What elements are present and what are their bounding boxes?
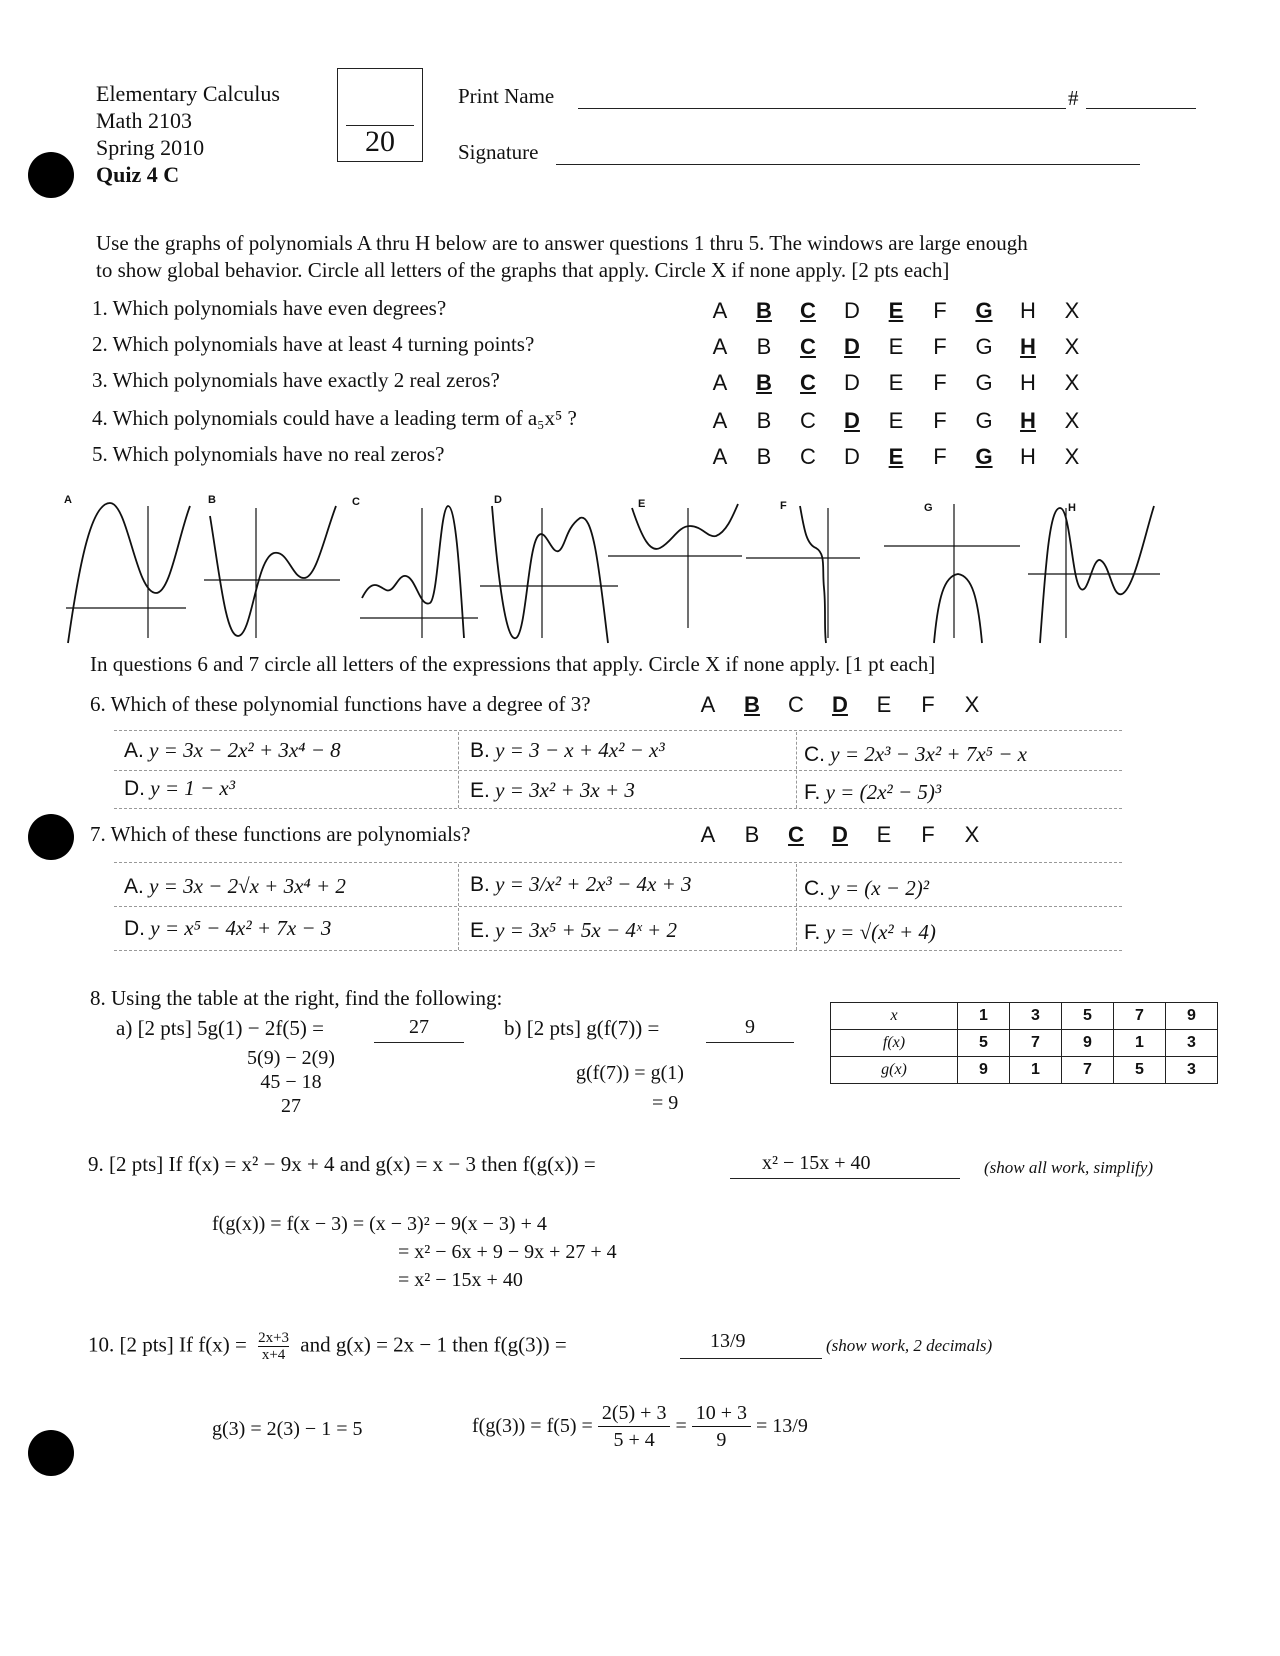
question-4-choices bbox=[698, 408, 1094, 434]
q9-work bbox=[212, 1210, 617, 1294]
choice-D[interactable]: D bbox=[844, 444, 860, 469]
q7-row-top bbox=[114, 862, 1122, 863]
course-term: Spring 2010 bbox=[96, 135, 205, 160]
q7-letters bbox=[686, 822, 994, 848]
q8a-answer: 27 bbox=[409, 1016, 429, 1038]
choice-A[interactable]: A bbox=[700, 692, 716, 717]
choice-C[interactable]: C bbox=[788, 692, 804, 717]
choice-C[interactable]: C bbox=[800, 334, 816, 359]
course-number: Math 2103 bbox=[96, 108, 192, 133]
option-label: B. bbox=[470, 739, 490, 762]
part1-instructions bbox=[96, 230, 1028, 284]
q8b-answer: 9 bbox=[745, 1016, 755, 1038]
graph-E bbox=[608, 504, 742, 628]
choice-A[interactable]: A bbox=[712, 370, 728, 395]
fraction-numerator: 2x+3 bbox=[258, 1330, 290, 1346]
choice-D[interactable]: D bbox=[844, 298, 860, 323]
graph-G bbox=[884, 504, 1020, 643]
choice-D[interactable]: D bbox=[844, 370, 860, 395]
q10-answer: 13/9 bbox=[710, 1330, 746, 1352]
choice-X[interactable]: X bbox=[1064, 298, 1080, 323]
choice-A[interactable]: A bbox=[700, 822, 716, 847]
table-row-f bbox=[831, 1030, 1218, 1057]
choice-B[interactable]: B bbox=[744, 692, 760, 717]
option-label: B. bbox=[470, 873, 490, 896]
q6-option-D[interactable] bbox=[124, 776, 235, 801]
option-label: E. bbox=[470, 919, 490, 942]
table-cell: 5 bbox=[1114, 1057, 1166, 1084]
table-cell: 7 bbox=[1062, 1057, 1114, 1084]
choice-C[interactable]: C bbox=[788, 822, 804, 847]
option-label: D. bbox=[124, 777, 145, 800]
choice-H[interactable]: H bbox=[1020, 408, 1036, 433]
choice-G[interactable]: G bbox=[975, 444, 993, 469]
print-name-label: Print Name bbox=[458, 84, 555, 108]
graph-label-H: H bbox=[1068, 502, 1076, 514]
graph-F bbox=[746, 506, 860, 643]
choice-E[interactable]: E bbox=[876, 822, 892, 847]
choice-A[interactable]: A bbox=[712, 444, 728, 469]
q9-answer: x² − 15x + 40 bbox=[762, 1152, 871, 1174]
q8-text: 8. Using the table at the right, find the following: bbox=[90, 986, 503, 1010]
fraction-numerator: 10 + 3 bbox=[692, 1400, 751, 1427]
choice-X[interactable]: X bbox=[1064, 444, 1080, 469]
choice-E[interactable]: E bbox=[888, 444, 904, 469]
choice-G[interactable]: G bbox=[975, 334, 993, 359]
option-expr: y = 3x² + 3x + 3 bbox=[495, 778, 635, 802]
graph-label-D: D bbox=[494, 494, 502, 506]
q10-answer-field[interactable] bbox=[680, 1330, 822, 1359]
choice-D[interactable]: D bbox=[832, 822, 848, 847]
q10-work-left: g(3) = 2(3) − 1 = 5 bbox=[212, 1418, 363, 1440]
q7-option-C[interactable] bbox=[804, 876, 929, 901]
q6-text: 6. Which of these polynomial functions have a degree of 3? bbox=[90, 692, 591, 716]
choice-F[interactable]: F bbox=[933, 370, 947, 395]
q8a-prompt: a) [2 pts] 5g(1) − 2f(5) = bbox=[116, 1016, 324, 1040]
option-label: D. bbox=[124, 917, 145, 940]
hash-label: # bbox=[1068, 86, 1079, 110]
option-label: F. bbox=[804, 921, 821, 944]
graph-label-A: A bbox=[64, 494, 72, 506]
fraction-denominator: 9 bbox=[716, 1429, 727, 1451]
work-line: = x² − 6x + 9 − 9x + 27 + 4 bbox=[398, 1241, 617, 1263]
q7-col-1 bbox=[458, 864, 459, 950]
choice-C[interactable]: C bbox=[800, 444, 816, 469]
choice-E[interactable]: E bbox=[888, 370, 904, 395]
choice-B[interactable]: B bbox=[756, 370, 772, 395]
work-line: g(f(7)) = g(1) bbox=[576, 1062, 684, 1084]
option-expr: y = 3/x² + 2x³ − 4x + 3 bbox=[495, 872, 692, 896]
quiz-title: Quiz 4 C bbox=[96, 162, 180, 187]
q10-prompt-start: 10. [2 pts] If f(x) = bbox=[88, 1332, 247, 1357]
course-name: Elementary Calculus bbox=[96, 81, 280, 106]
question-5-choices bbox=[698, 444, 1094, 470]
q6-option-F[interactable] bbox=[804, 780, 941, 805]
function-table bbox=[830, 1002, 1218, 1084]
q6-option-A[interactable] bbox=[124, 738, 341, 763]
q10-prompt-end: and g(x) = 2x − 1 then f(g(3)) = bbox=[300, 1332, 567, 1357]
question-4-text: 4. Which polynomials could have a leading term of a₅x⁵ ? bbox=[92, 406, 577, 430]
table-cell: 1 bbox=[958, 1003, 1010, 1030]
table-row-x bbox=[831, 1003, 1218, 1030]
choice-E[interactable]: E bbox=[876, 692, 892, 717]
table-cell: 3 bbox=[1166, 1030, 1218, 1057]
fraction-numerator: 2(5) + 3 bbox=[598, 1400, 671, 1427]
option-expr: y = 3 − x + 4x² − x³ bbox=[495, 738, 665, 762]
table-cell: 1 bbox=[1010, 1057, 1062, 1084]
choice-X[interactable]: X bbox=[964, 822, 980, 847]
question-3-text: 3. Which polynomials have exactly 2 real zeros? bbox=[92, 368, 500, 392]
work-line: f(g(x)) = f(x − 3) = (x − 3)² − 9(x − 3) + 4 bbox=[212, 1213, 547, 1235]
option-label: E. bbox=[470, 779, 490, 802]
row-label: g(x) bbox=[831, 1057, 958, 1084]
choice-B[interactable]: B bbox=[756, 444, 772, 469]
option-expr: y = 2x³ − 3x² + 7x⁵ − x bbox=[830, 742, 1027, 766]
work-line: 5(9) − 2(9) bbox=[247, 1047, 335, 1069]
graph-label-C: C bbox=[352, 496, 360, 508]
choice-F[interactable]: F bbox=[933, 334, 947, 359]
choice-G[interactable]: G bbox=[975, 298, 993, 323]
choice-C[interactable]: C bbox=[800, 408, 816, 433]
graph-label-E: E bbox=[638, 498, 646, 510]
choice-X[interactable]: X bbox=[964, 692, 980, 717]
row-label: f(x) bbox=[831, 1030, 958, 1057]
work-fraction-2 bbox=[692, 1400, 751, 1453]
choice-C[interactable]: C bbox=[800, 370, 816, 395]
work-line: 45 − 18 bbox=[260, 1071, 322, 1093]
punch-hole-bottom bbox=[28, 1430, 74, 1476]
choice-E[interactable]: E bbox=[888, 334, 904, 359]
table-cell: 7 bbox=[1010, 1030, 1062, 1057]
q6-letters bbox=[686, 692, 994, 718]
punch-hole-middle bbox=[28, 814, 74, 860]
q7-option-E[interactable] bbox=[470, 918, 677, 943]
q6-option-E[interactable] bbox=[470, 778, 635, 803]
q10-fraction bbox=[258, 1330, 289, 1363]
table-cell: 9 bbox=[958, 1057, 1010, 1084]
fraction-denominator: x+4 bbox=[261, 1347, 286, 1363]
q8a-answer-field[interactable] bbox=[374, 1016, 464, 1043]
option-expr: y = √(x² + 4) bbox=[825, 920, 936, 944]
option-expr: y = x⁵ − 4x² + 7x − 3 bbox=[150, 916, 332, 940]
table-cell: 5 bbox=[958, 1030, 1010, 1057]
row-label: x bbox=[831, 1003, 958, 1030]
table-cell: 9 bbox=[1062, 1030, 1114, 1057]
choice-X[interactable]: X bbox=[1064, 408, 1080, 433]
print-name-field[interactable] bbox=[578, 84, 1066, 109]
choice-E[interactable]: E bbox=[888, 408, 904, 433]
q9-prompt: 9. [2 pts] If f(x) = x² − 9x + 4 and g(x) = x − 3 then f(g(x)) = bbox=[88, 1152, 596, 1176]
choice-B[interactable]: B bbox=[744, 822, 760, 847]
q7-col-2 bbox=[796, 864, 797, 950]
score-box bbox=[337, 68, 423, 162]
option-label: A. bbox=[124, 875, 144, 898]
q10-prompt bbox=[88, 1330, 567, 1363]
option-expr: y = 3x − 2x² + 3x⁴ − 8 bbox=[149, 738, 341, 762]
choice-D[interactable]: D bbox=[832, 692, 848, 717]
choice-F[interactable]: F bbox=[921, 692, 935, 717]
part2-instructions: In questions 6 and 7 circle all letters of the expressions that apply. Circle X if none apply. [1 pt each] bbox=[90, 652, 936, 676]
option-expr: y = (2x² − 5)³ bbox=[825, 780, 942, 804]
q7-text: 7. Which of these functions are polynomials? bbox=[90, 822, 471, 846]
work-line: = 9 bbox=[652, 1092, 679, 1114]
choice-F[interactable]: F bbox=[921, 822, 935, 847]
signature-field[interactable] bbox=[556, 140, 1140, 165]
choice-H[interactable]: H bbox=[1020, 444, 1036, 469]
signature-label: Signature bbox=[458, 140, 539, 164]
option-label: F. bbox=[804, 781, 821, 804]
question-5-text: 5. Which polynomials have no real zeros? bbox=[92, 442, 445, 466]
graph-C bbox=[360, 506, 478, 638]
score-value: 20 bbox=[365, 125, 395, 158]
option-expr: y = 3x⁵ + 5x − 4ˣ + 2 bbox=[495, 918, 677, 942]
q7-row-bottom bbox=[114, 950, 1122, 951]
course-header bbox=[96, 80, 280, 188]
choice-A[interactable]: A bbox=[712, 334, 728, 359]
q6-row-mid bbox=[114, 770, 1122, 771]
q8a-work bbox=[236, 1046, 346, 1118]
q6-option-C[interactable] bbox=[804, 742, 1027, 767]
choice-H[interactable]: H bbox=[1020, 298, 1036, 323]
graph-A bbox=[66, 503, 190, 643]
choice-B[interactable]: B bbox=[756, 298, 772, 323]
option-label: A. bbox=[124, 739, 144, 762]
punch-hole-top bbox=[28, 152, 74, 198]
q7-row-mid bbox=[114, 906, 1122, 907]
choice-B[interactable]: B bbox=[756, 334, 772, 359]
question-2-text: 2. Which polynomials have at least 4 turning points? bbox=[92, 332, 535, 356]
table-cell: 3 bbox=[1010, 1003, 1062, 1030]
choice-A[interactable]: A bbox=[712, 298, 728, 323]
q7-option-F[interactable] bbox=[804, 920, 936, 945]
q8b-prompt: b) [2 pts] g(f(7)) = bbox=[504, 1016, 660, 1040]
work-text: f(g(3)) = f(5) = bbox=[472, 1415, 593, 1437]
graph-label-F: F bbox=[780, 500, 787, 512]
q6-row-top bbox=[114, 730, 1122, 731]
instructions-line-2: to show global behavior. Circle all letters of the graphs that apply. Circle X if none apply. [2 pts each] bbox=[96, 258, 950, 282]
graph-H bbox=[1028, 506, 1160, 643]
work-line: = x² − 15x + 40 bbox=[398, 1269, 523, 1291]
choice-E[interactable]: E bbox=[888, 298, 904, 323]
q6-option-B[interactable] bbox=[470, 738, 665, 763]
table-cell: 7 bbox=[1114, 1003, 1166, 1030]
option-label: C. bbox=[804, 877, 825, 900]
option-expr: y = 3x − 2√x + 3x⁴ + 2 bbox=[149, 874, 346, 898]
option-expr: y = 1 − x³ bbox=[150, 776, 236, 800]
graph-B bbox=[204, 506, 340, 638]
option-expr: y = (x − 2)² bbox=[830, 876, 930, 900]
choice-X[interactable]: X bbox=[1064, 334, 1080, 359]
table-row-g bbox=[831, 1057, 1218, 1084]
table-cell: 1 bbox=[1114, 1030, 1166, 1057]
q7-option-B[interactable] bbox=[470, 872, 692, 897]
table-cell: 3 bbox=[1166, 1057, 1218, 1084]
q8b-answer-field[interactable] bbox=[706, 1016, 794, 1043]
question-3-choices bbox=[698, 370, 1094, 396]
choice-F[interactable]: F bbox=[933, 298, 947, 323]
question-2-choices bbox=[698, 334, 1094, 360]
table-cell: 5 bbox=[1062, 1003, 1114, 1030]
q7-option-A[interactable] bbox=[124, 874, 346, 899]
work-line: 27 bbox=[281, 1095, 301, 1117]
instructions-line-1: Use the graphs of polynomials A thru H below are to answer questions 1 thru 5. The windows are large enough bbox=[96, 231, 1028, 255]
choice-F[interactable]: F bbox=[933, 444, 947, 469]
choice-G[interactable]: G bbox=[975, 370, 993, 395]
q10-note: (show work, 2 decimals) bbox=[826, 1336, 993, 1355]
work-fraction-1 bbox=[598, 1400, 671, 1453]
choice-B[interactable]: B bbox=[756, 408, 772, 433]
q6-row-bottom bbox=[114, 808, 1122, 809]
question-1-choices bbox=[698, 298, 1094, 324]
equals-sign: = bbox=[675, 1415, 687, 1437]
choice-D[interactable]: D bbox=[844, 408, 860, 433]
choice-G[interactable]: G bbox=[975, 408, 993, 433]
graph-label-G: G bbox=[924, 502, 933, 514]
q10-work-right bbox=[472, 1400, 808, 1453]
number-field[interactable] bbox=[1086, 84, 1196, 109]
choice-A[interactable]: A bbox=[712, 408, 728, 433]
choice-C[interactable]: C bbox=[800, 298, 816, 323]
q6-col-1 bbox=[458, 732, 459, 808]
choice-H[interactable]: H bbox=[1020, 370, 1036, 395]
question-1-text: 1. Which polynomials have even degrees? bbox=[92, 296, 447, 320]
q9-note: (show all work, simplify) bbox=[984, 1158, 1154, 1177]
choice-X[interactable]: X bbox=[1064, 370, 1080, 395]
choice-F[interactable]: F bbox=[933, 408, 947, 433]
q6-col-2 bbox=[796, 732, 797, 808]
option-label: C. bbox=[804, 743, 825, 766]
polynomial-graphs bbox=[60, 498, 1220, 648]
q7-option-D[interactable] bbox=[124, 916, 331, 941]
choice-H[interactable]: H bbox=[1020, 334, 1036, 359]
fraction-denominator: 5 + 4 bbox=[613, 1429, 655, 1451]
q8b-work bbox=[576, 1058, 684, 1118]
graph-label-B: B bbox=[208, 494, 216, 506]
table-cell: 9 bbox=[1166, 1003, 1218, 1030]
q9-answer-field[interactable] bbox=[730, 1152, 960, 1179]
work-result: = 13/9 bbox=[756, 1415, 808, 1437]
choice-D[interactable]: D bbox=[844, 334, 860, 359]
graph-D bbox=[480, 506, 618, 643]
